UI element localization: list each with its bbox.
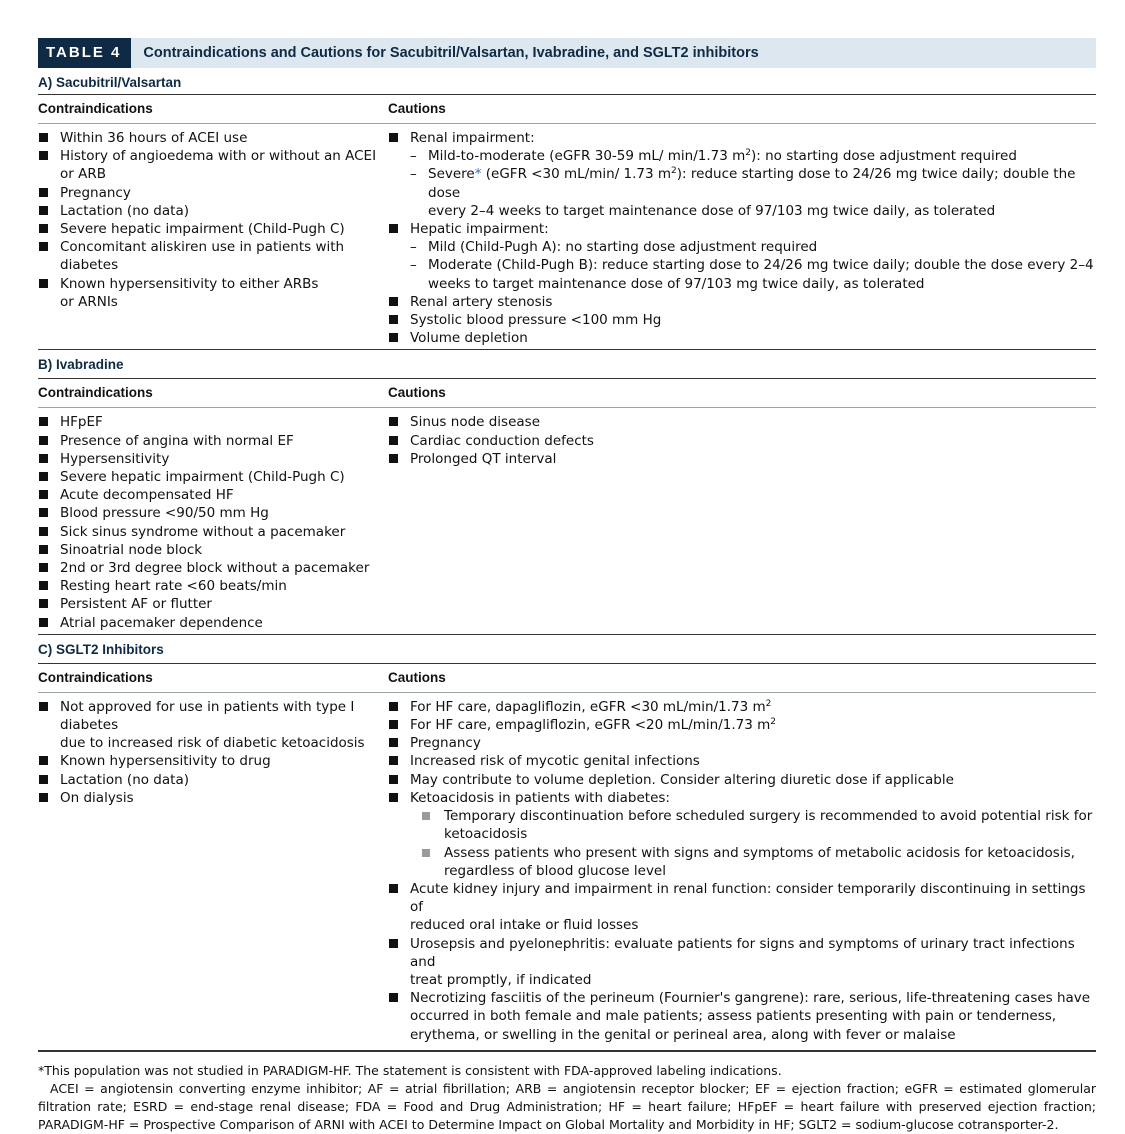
sub-item: – Severe* (eGFR <30 mL/min/ 1.73 $m^2$): reduce starting dose to 24/26 mg twice daily; double the dose every 2–4 weeks to target maintenance dose of 97/103 mg twice daily, as tolerated	[410, 166, 1076, 219]
section-c-title: C) SGLT2 Inhibitors	[38, 641, 164, 657]
section-c-cautions-list	[388, 698, 1096, 1044]
section-b-cautions-list	[388, 413, 1096, 631]
list-item: Lactation (no data)	[38, 771, 388, 789]
list-item: For HF care, empagliflozin, eGFR <20 mL/min/1.73 $m^2$	[388, 716, 1096, 734]
abbreviations: ACEI = angiotensin converting enzyme inhibitor; AF = atrial fibrillation; ARB = angiotensin receptor blocker; EF = ejection fraction; eGFR = estimated glomerular filtration rate; ESRD = end-stage renal disease; FDA = Food and Drug Administration; HF = heart failure; HFpEF = heart failure with preserved ejection fraction; PARADIGM-HF = Prospective Comparison of ARNI with ACEI to Determine Impact on Global Mortality and Morbidity in HF; SGLT2 = sodium-glucose cotransporter-2.	[38, 1080, 1096, 1132]
list-item: Sinus node disease	[388, 413, 1096, 431]
list-item: Persistent AF or flutter	[38, 595, 388, 613]
list-item: Hepatic impairment:	[388, 220, 1096, 238]
section-c-body	[38, 693, 1096, 1046]
list-item: Acute decompensated HF	[38, 486, 388, 504]
list-item: History of angioedema with or without an ACEI or ARB	[38, 147, 388, 183]
footnote-asterisk: *	[474, 166, 482, 183]
sub-item: Temporary discontinuation before scheduled surgery is recommended to avoid potential risk for ketoacidosis	[388, 807, 1096, 843]
section-c-header	[38, 664, 1096, 693]
list-item: Sick sinus syndrome without a pacemaker	[38, 523, 388, 541]
sub-item: Assess patients who present with signs and symptoms of metabolic acidosis for ketoacidosis, regardless of blood glucose level	[388, 844, 1096, 880]
list-item: Within 36 hours of ACEI use	[38, 129, 388, 147]
list-item: Systolic blood pressure <100 mm Hg	[388, 311, 1096, 329]
section-b-title: B) Ivabradine	[38, 357, 124, 373]
list-item: Atrial pacemaker dependence	[38, 614, 388, 632]
cautions-header: Cautions	[388, 385, 446, 401]
section-b-header	[38, 379, 1096, 408]
section-a-cautions-list	[388, 129, 1096, 347]
list-item: Concomitant aliskiren use in patients with diabetes	[38, 238, 388, 274]
list-item: Ketoacidosis in patients with diabetes:	[388, 789, 1096, 807]
list-item: For HF care, dapagliflozin, eGFR <30 mL/min/1.73 $m^2$	[388, 698, 1096, 716]
list-item: HFpEF	[38, 413, 388, 431]
section-b-contra-list	[38, 413, 388, 631]
list-item: Blood pressure <90/50 mm Hg	[38, 504, 388, 522]
list-item: Urosepsis and pyelonephritis: evaluate patients for signs and symptoms of urinary tract infections and treat promptly, if indicated	[388, 935, 1096, 990]
table-title-bar	[38, 38, 1096, 68]
list-item: Renal artery stenosis	[388, 293, 1096, 311]
list-item: Prolonged QT interval	[388, 450, 1096, 468]
list-item: Not approved for use in patients with type I diabetes due to increased risk of diabetic ketoacidosis	[38, 698, 388, 753]
list-item: Cardiac conduction defects	[388, 432, 1096, 450]
section-a-contra-list	[38, 129, 388, 347]
list-item: Presence of angina with normal EF	[38, 432, 388, 450]
cautions-header: Cautions	[388, 101, 446, 116]
sub-item: – Mild (Child-Pugh A): no starting dose adjustment required	[410, 239, 818, 256]
contra-header: Contraindications	[38, 385, 153, 401]
list-item: Renal impairment:	[388, 129, 1096, 147]
list-item: Increased risk of mycotic genital infections	[388, 752, 1096, 770]
list-item: May contribute to volume depletion. Consider altering diuretic dose if applicable	[388, 771, 1096, 789]
section-a-body	[38, 124, 1096, 349]
table-label: TABLE 4	[38, 38, 131, 68]
list-item: Pregnancy	[388, 734, 1096, 752]
section-a-title: A) Sacubitril/Valsartan	[38, 75, 182, 90]
list-item: Sinoatrial node block	[38, 541, 388, 559]
list-item: Pregnancy	[38, 184, 388, 202]
footnote: *This population was not studied in PARADIGM-HF. The statement is consistent with FDA-approved labeling indications.	[38, 1062, 782, 1078]
list-item: Volume depletion	[388, 329, 1096, 347]
cautions-header: Cautions	[388, 669, 446, 685]
list-item: Acute kidney injury and impairment in renal function: consider temporarily discontinuing in settings of reduced oral intake or fluid losses	[388, 880, 1096, 935]
list-item: Lactation (no data)	[38, 202, 388, 220]
list-item: Known hypersensitivity to drug	[38, 752, 388, 770]
section-c-contra-list	[38, 698, 388, 1044]
contra-header: Contraindications	[38, 101, 153, 116]
list-item: Necrotizing fasciitis of the perineum (Fournier's gangrene): rare, serious, life-threatening cases have occurred in both female and male patients; assess patients presenting with pain or tenderness, erythema, or swelling in the genital or perineal area, along with fever or malaise	[388, 989, 1096, 1044]
section-a-header	[38, 95, 1096, 124]
list-item: Hypersensitivity	[38, 450, 388, 468]
list-item: Resting heart rate <60 beats/min	[38, 577, 388, 595]
section-b-body	[38, 408, 1096, 633]
list-item: On dialysis	[38, 789, 388, 807]
list-item: Severe hepatic impairment (Child-Pugh C)	[38, 220, 388, 238]
table-title: Contraindications and Cautions for Sacubitril/Valsartan, Ivabradine, and SGLT2 inhibitors	[143, 45, 759, 61]
contra-header: Contraindications	[38, 669, 153, 685]
list-item: Known hypersensitivity to either ARBs or ARNIs	[38, 275, 388, 311]
table-container	[38, 38, 1096, 1134]
sub-item: – Moderate (Child-Pugh B): reduce starting dose to 24/26 mg twice daily; double the dose every 2–4 weeks to target maintenance dose of 97/103 mg twice daily, as tolerated	[410, 257, 1094, 292]
sub-item: – Mild-to-moderate (eGFR 30-59 mL/ min/1.73 $m^2$): no starting dose adjustment required	[410, 148, 1017, 165]
list-item: Severe hepatic impairment (Child-Pugh C)	[38, 468, 388, 486]
list-item: 2nd or 3rd degree block without a pacemaker	[38, 559, 388, 577]
